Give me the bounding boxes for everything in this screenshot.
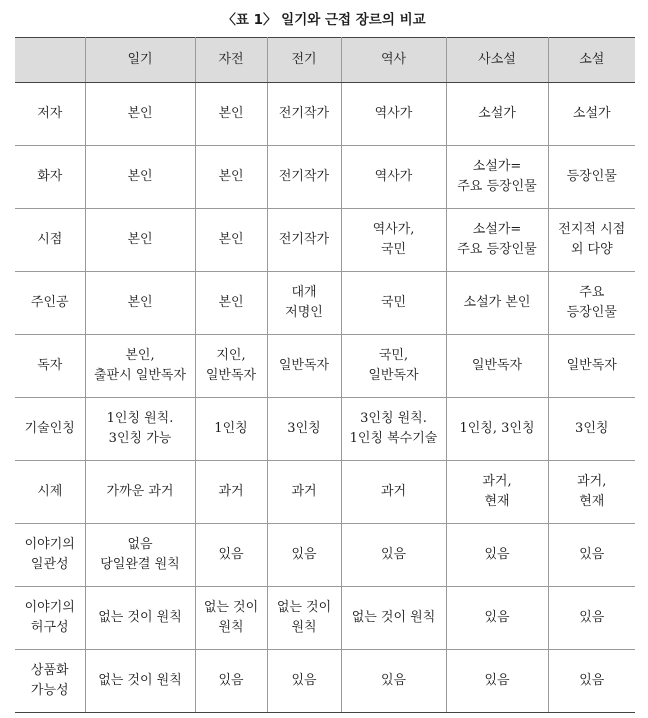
table-cell: 있음 <box>341 650 446 713</box>
table-cell: 일반독자 <box>548 335 635 398</box>
table-body <box>15 83 635 713</box>
table-cell: 없는 것이 원칙 <box>85 650 195 713</box>
column-header-diary: 일기 <box>85 38 195 83</box>
table-cell: 있음 <box>548 524 635 587</box>
table-row <box>15 83 635 146</box>
row-header: 독자 <box>15 335 85 398</box>
row-header: 기술인칭 <box>15 398 85 461</box>
table-cell: 본인 <box>85 146 195 209</box>
comparison-table <box>15 37 635 713</box>
table-row <box>15 398 635 461</box>
table-cell: 전기작가 <box>267 146 341 209</box>
table-cell: 본인 <box>85 83 195 146</box>
table-cell: 1인칭 <box>195 398 267 461</box>
table-cell: 국민, 일반독자 <box>341 335 446 398</box>
table-cell: 국민 <box>341 272 446 335</box>
row-header: 화자 <box>15 146 85 209</box>
table-cell: 전기작가 <box>267 209 341 272</box>
row-header: 시점 <box>15 209 85 272</box>
table-cell: 전지적 시점 외 다양 <box>548 209 635 272</box>
table-cell: 소설가= 주요 등장인물 <box>446 146 548 209</box>
row-header: 이야기의 허구성 <box>15 587 85 650</box>
row-header: 시제 <box>15 461 85 524</box>
table-cell: 1인칭 원칙. 3인칭 가능 <box>85 398 195 461</box>
table-cell: 소설가 <box>548 83 635 146</box>
table-cell: 3인칭 원칙. 1인칭 복수기술 <box>341 398 446 461</box>
table-cell: 있음 <box>341 524 446 587</box>
table-row <box>15 587 635 650</box>
table-cell: 있음 <box>195 650 267 713</box>
table-cell: 등장인물 <box>548 146 635 209</box>
table-cell: 가까운 과거 <box>85 461 195 524</box>
table-row <box>15 461 635 524</box>
table-cell: 없음 당일완결 원칙 <box>85 524 195 587</box>
column-header-i-novel: 사소설 <box>446 38 548 83</box>
table-cell: 지인, 일반독자 <box>195 335 267 398</box>
table-cell: 있음 <box>548 587 635 650</box>
table-cell: 있음 <box>267 524 341 587</box>
table-cell: 역사가 <box>341 83 446 146</box>
table-cell: 대개 저명인 <box>267 272 341 335</box>
table-cell: 본인 <box>195 146 267 209</box>
table-cell: 3인칭 <box>548 398 635 461</box>
table-cell: 소설가= 주요 등장인물 <box>446 209 548 272</box>
table-cell: 없는 것이 원칙 <box>85 587 195 650</box>
table-cell: 본인 <box>195 209 267 272</box>
row-header: 주인공 <box>15 272 85 335</box>
table-cell: 주요 등장인물 <box>548 272 635 335</box>
column-header-biography: 전기 <box>267 38 341 83</box>
table-cell: 없는 것이 원칙 <box>195 587 267 650</box>
table-cell: 있음 <box>446 650 548 713</box>
table-cell: 본인 <box>85 209 195 272</box>
table-cell: 본인, 출판시 일반독자 <box>85 335 195 398</box>
table-cell: 있음 <box>548 650 635 713</box>
table-cell: 과거 <box>195 461 267 524</box>
table-cell: 있음 <box>195 524 267 587</box>
corner-header <box>15 38 85 83</box>
table-cell: 과거 <box>341 461 446 524</box>
table-cell: 과거, 현재 <box>548 461 635 524</box>
row-header: 상품화 가능성 <box>15 650 85 713</box>
table-row <box>15 335 635 398</box>
table-cell: 소설가 본인 <box>446 272 548 335</box>
table-row <box>15 209 635 272</box>
table-cell: 역사가 <box>341 146 446 209</box>
table-cell: 있음 <box>267 650 341 713</box>
table-cell: 소설가 <box>446 83 548 146</box>
table-row <box>15 146 635 209</box>
table-cell: 있음 <box>446 524 548 587</box>
table-cell: 과거, 현재 <box>446 461 548 524</box>
table-cell: 과거 <box>267 461 341 524</box>
table-cell: 전기작가 <box>267 83 341 146</box>
column-header-novel: 소설 <box>548 38 635 83</box>
table-cell: 일반독자 <box>446 335 548 398</box>
table-cell: 있음 <box>446 587 548 650</box>
header-row <box>15 38 635 83</box>
column-header-history: 역사 <box>341 38 446 83</box>
table-cell: 일반독자 <box>267 335 341 398</box>
table-row <box>15 524 635 587</box>
table-cell: 1인칭, 3인칭 <box>446 398 548 461</box>
table-cell: 역사가, 국민 <box>341 209 446 272</box>
table-cell: 없는 것이 원칙 <box>341 587 446 650</box>
column-header-autobiography: 자전 <box>195 38 267 83</box>
table-cell: 3인칭 <box>267 398 341 461</box>
table-cell: 본인 <box>195 83 267 146</box>
table-cell: 본인 <box>85 272 195 335</box>
table-caption: 〈표 1〉 일기와 근접 장르의 비교 <box>222 12 426 28</box>
table-row <box>15 650 635 713</box>
table-cell: 본인 <box>195 272 267 335</box>
row-header: 이야기의 일관성 <box>15 524 85 587</box>
row-header: 저자 <box>15 83 85 146</box>
table-cell: 없는 것이 원칙 <box>267 587 341 650</box>
table-row <box>15 272 635 335</box>
